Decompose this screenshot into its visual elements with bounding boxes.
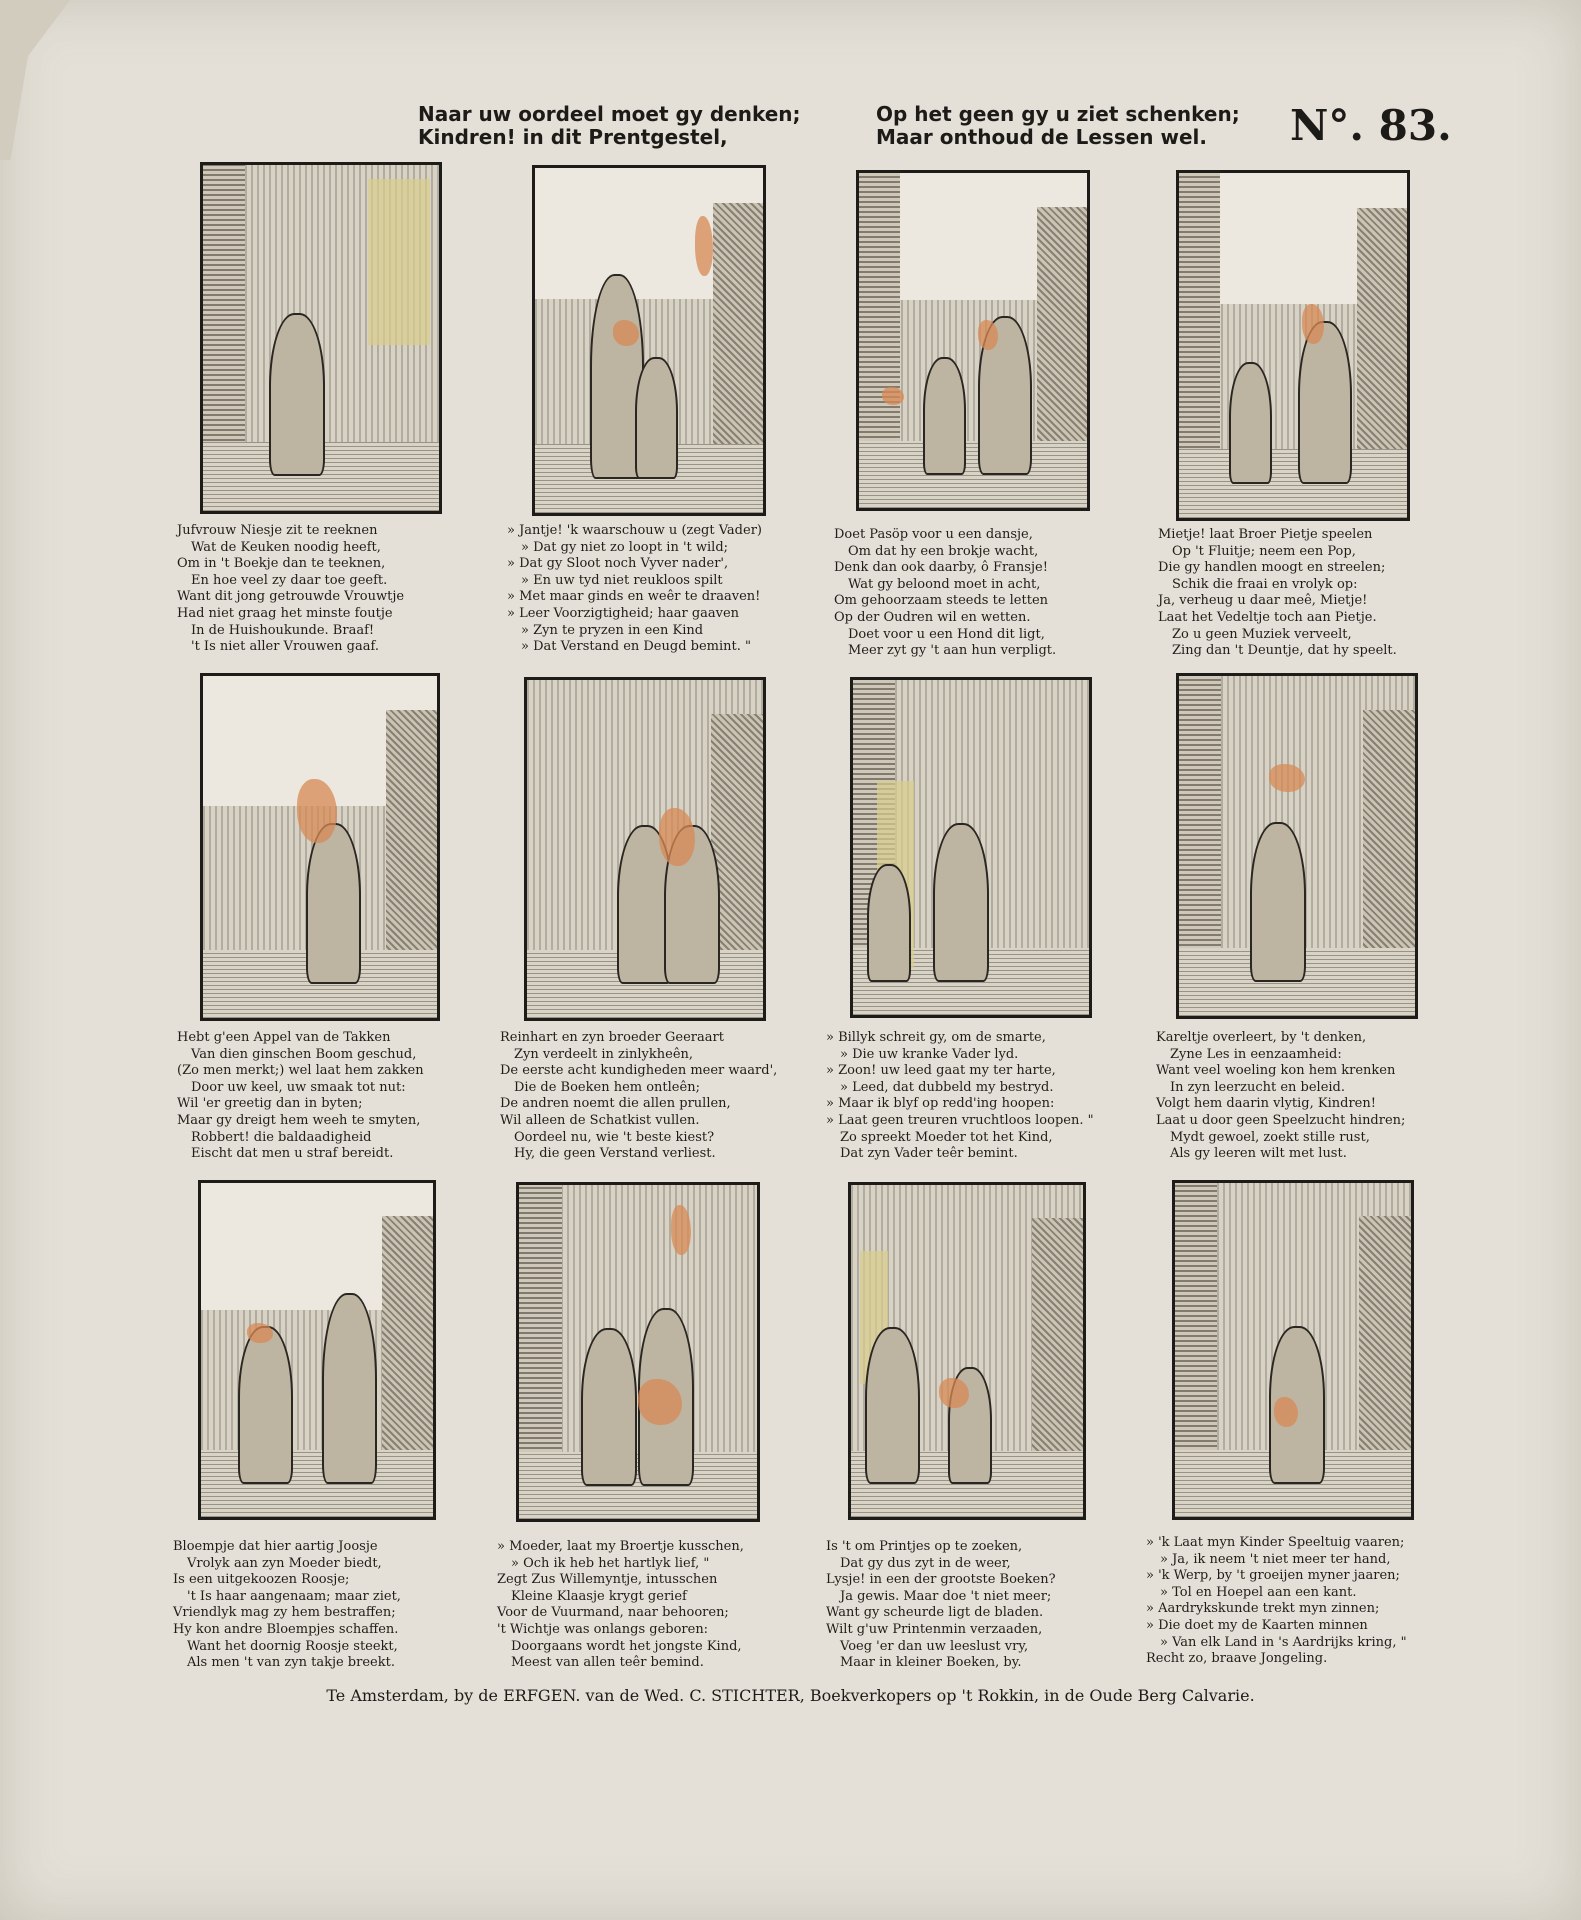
verse-line: Had niet graag het minste foutje — [177, 605, 393, 621]
verse-line: Reinhart en zyn broeder Geeraart — [500, 1030, 724, 1045]
verse-line: Wat de Keuken noodig heeft, — [191, 539, 381, 555]
woodcut-11 — [848, 1182, 1086, 1520]
verse-line: Laat het Vedeltje toch aan Pietje. — [1158, 609, 1377, 625]
verse-line: » Tol en Hoepel aan een kant. — [1160, 1584, 1357, 1600]
verse-line: Laat u door geen Speelzucht hindren; — [1156, 1112, 1406, 1128]
verse-line: 't Wichtje was onlangs geboren: — [497, 1621, 709, 1637]
verse-5 — [177, 1030, 424, 1163]
verse-line: Ja gewis. Maar doe 't niet meer; — [840, 1588, 1052, 1604]
verse-line: Want veel woeling kon hem krenken — [1156, 1063, 1396, 1079]
verse-line: Maar gy dreigt hem weeh te smyten, — [177, 1112, 421, 1128]
verse-line: Want dit jong getrouwde Vrouwtje — [177, 589, 405, 605]
verse-line: Zo u geen Muziek verveelt, — [1172, 626, 1352, 642]
verse-line: » Leed, dat dubbeld my bestryd. — [840, 1079, 1054, 1095]
verse-10 — [497, 1539, 744, 1672]
verse-line: Doet voor u een Hond dit ligt, — [848, 626, 1045, 642]
verse-line: » Van elk Land in 's Aardrijks kring, " — [1160, 1634, 1407, 1650]
verse-line: Kleine Klaasje krygt gerief — [511, 1588, 687, 1604]
verse-line: Jufvrouw Niesje zit te reeknen — [177, 523, 378, 538]
verse-11 — [826, 1539, 1056, 1672]
verse-2 — [507, 523, 762, 656]
verse-line: » Dat gy niet zo loopt in 't wild; — [521, 539, 729, 555]
verse-line: Want gy scheurde ligt de bladen. — [826, 1605, 1044, 1621]
verse-line: Om in 't Boekje dan te teeknen, — [177, 556, 386, 572]
verse-line: Doet Pasöp voor u een dansje, — [834, 527, 1033, 542]
verse-7 — [826, 1030, 1094, 1163]
verse-line: Om dat hy een brokje wacht, — [848, 543, 1039, 559]
verse-line: » Jantje! 'k waarschouw u (zegt Vader) — [507, 523, 762, 538]
verse-line: Ja, verheug u daar meê, Mietje! — [1158, 593, 1368, 609]
verse-line: Als men 't van zyn takje breekt. — [187, 1655, 395, 1671]
verse-line: De andren noemt die allen prullen, — [500, 1096, 731, 1112]
verse-line: » Maar ik blyf op redd'ing hoopen: — [826, 1096, 1055, 1112]
verse-line: Is 't om Printjes op te zoeken, — [826, 1539, 1023, 1554]
verse-line: Dat zyn Vader teêr bemint. — [840, 1146, 1018, 1162]
verse-8 — [1156, 1030, 1405, 1163]
header-right-verse — [876, 103, 1240, 149]
verse-line: » Zoon! uw leed gaat my ter harte, — [826, 1063, 1056, 1079]
verse-line: Zegt Zus Willemyntje, intusschen — [497, 1572, 718, 1588]
verse-line: Voeg 'er dan uw leeslust vry, — [840, 1638, 1029, 1654]
verse-line: Vrolyk aan zyn Moeder biedt, — [187, 1555, 382, 1571]
verse-line: Op 't Fluitje; neem een Pop, — [1172, 543, 1356, 559]
verse-line: » Aardrykskunde trekt myn zinnen; — [1146, 1601, 1380, 1617]
verse-line: Zing dan 't Deuntje, dat hy speelt. — [1172, 643, 1397, 659]
verse-line: Mietje! laat Broer Pietje speelen — [1158, 527, 1373, 542]
verse-line: » Zyn te pryzen in een Kind — [521, 622, 704, 638]
header-right-line-2: Maar onthoud de Lessen wel. — [876, 125, 1207, 149]
header-left-line-1: Naar uw oordeel moet gy denken; — [418, 102, 801, 126]
verse-line: » Och ik heb het hartlyk lief, " — [511, 1555, 710, 1571]
verse-line: Die de Boeken hem ontleên; — [514, 1079, 700, 1095]
verse-line: Als gy leeren wilt met lust. — [1170, 1146, 1347, 1162]
verse-line: » Laat geen treuren vruchtloos loopen. " — [826, 1112, 1094, 1128]
verse-line: Mydt gewoel, zoekt stille rust, — [1170, 1129, 1370, 1145]
verse-3 — [834, 527, 1056, 660]
woodcut-1 — [200, 162, 442, 514]
verse-9 — [173, 1539, 401, 1672]
verse-line: (Zo men merkt;) wel laat hem zakken — [177, 1063, 424, 1079]
verse-line: » Dat gy Sloot noch Vyver nader', — [507, 556, 729, 572]
verse-line: » Leer Voorzigtigheid; haar gaaven — [507, 605, 740, 621]
verse-line: Is een uitgekoozen Roosje; — [173, 1572, 350, 1588]
verse-line: » Dat Verstand en Deugd bemint. " — [521, 639, 751, 655]
verse-12 — [1146, 1535, 1407, 1668]
verse-line: Eischt dat men u straf bereidt. — [191, 1146, 394, 1162]
verse-line: Bloempje dat hier aartig Joosje — [173, 1539, 378, 1554]
header-left-verse — [418, 103, 801, 149]
verse-1 — [177, 523, 404, 656]
woodcut-9 — [198, 1180, 436, 1520]
verse-line: Zyn verdeelt in zinlykheên, — [514, 1046, 694, 1062]
verse-line: Meer zyt gy 't aan hun verpligt. — [848, 643, 1057, 659]
header-right-line-1: Op het geen gy u ziet schenken; — [876, 102, 1240, 126]
verse-line: 't Is haar aangenaam; maar ziet, — [187, 1588, 401, 1604]
verse-line: In zyn leerzucht en beleid. — [1170, 1079, 1346, 1095]
woodcut-5 — [200, 673, 440, 1021]
verse-line: Lysje! in een der grootste Boeken? — [826, 1572, 1056, 1588]
sheet-number: N°. 83. — [1290, 101, 1452, 150]
verse-line: Door uw keel, uw smaak tot nut: — [191, 1079, 406, 1095]
verse-line: Voor de Vuurmand, naar behooren; — [497, 1605, 729, 1621]
header — [0, 95, 1581, 165]
verse-line: Wilt g'uw Printenmin verzaaden, — [826, 1621, 1043, 1637]
verse-line: » Ja, ik neem 't niet meer ter hand, — [1160, 1551, 1391, 1567]
verse-6 — [500, 1030, 777, 1163]
verse-line: En hoe veel zy daar toe geeft. — [191, 572, 388, 588]
verse-line: Zyne Les in eenzaamheid: — [1170, 1046, 1342, 1062]
woodcut-4 — [1176, 170, 1410, 521]
verse-line: Maar in kleiner Boeken, by. — [840, 1655, 1022, 1671]
verse-line: » 'k Werp, by 't groeijen myner jaaren; — [1146, 1568, 1400, 1584]
verse-line: Volgt hem daarin vlytig, Kindren! — [1156, 1096, 1376, 1112]
verse-line: De eerste acht kundigheden meer waard', — [500, 1063, 778, 1079]
verse-line: Hy, die geen Verstand verliest. — [514, 1146, 716, 1162]
header-left-line-2: Kindren! in dit Prentgestel, — [418, 125, 728, 149]
verse-4 — [1158, 527, 1397, 660]
verse-line: In de Huishoukunde. Braaf! — [191, 622, 375, 638]
verse-line: Om gehoorzaam steeds te letten — [834, 593, 1049, 609]
verse-line: Op der Oudren wil en wetten. — [834, 609, 1031, 625]
verse-line: Van dien ginschen Boom geschud, — [191, 1046, 417, 1062]
verse-line: Recht zo, braave Jongeling. — [1146, 1651, 1328, 1667]
verse-line: Want het doornig Roosje steekt, — [187, 1638, 398, 1654]
woodcut-3 — [856, 170, 1090, 511]
woodcut-12 — [1172, 1180, 1414, 1520]
verse-line: Wil alleen de Schatkist vullen. — [500, 1112, 700, 1128]
imprint-footer: Te Amsterdam, by de ERFGEN. van de Wed. C. STICHTER, Boekverkopers op 't Rokkin, in de Oude Berg Calvarie. — [326, 1686, 1255, 1705]
verse-line: Denk dan ook daarby, ô Fransje! — [834, 560, 1048, 576]
verse-line: Robbert! die baldaadigheid — [191, 1129, 372, 1145]
verse-line: Wil 'er greetig dan in byten; — [177, 1096, 363, 1112]
woodcut-10 — [516, 1182, 760, 1522]
verse-line: Kareltje overleert, by 't denken, — [1156, 1030, 1367, 1045]
woodcut-8 — [1176, 673, 1418, 1019]
verse-line: Die gy handlen moogt en streelen; — [1158, 560, 1386, 576]
verse-line: Oordeel nu, wie 't beste kiest? — [514, 1129, 715, 1145]
verse-line: Hy kon andre Bloempjes schaffen. — [173, 1621, 399, 1637]
verse-line: » En uw tyd niet reukloos spilt — [521, 572, 723, 588]
woodcut-7 — [850, 677, 1092, 1018]
verse-line: 't Is niet aller Vrouwen gaaf. — [191, 639, 379, 655]
verse-line: » Met maar ginds en weêr te draaven! — [507, 589, 761, 605]
verse-line: Schik die fraai en vrolyk op: — [1172, 576, 1358, 592]
verse-line: Vriendlyk mag zy hem bestraffen; — [173, 1605, 396, 1621]
verse-line: » Die uw kranke Vader lyd. — [840, 1046, 1019, 1062]
woodcut-2 — [532, 165, 766, 516]
verse-line: Hebt g'een Appel van de Takken — [177, 1030, 391, 1045]
verse-line: Zo spreekt Moeder tot het Kind, — [840, 1129, 1053, 1145]
woodcut-6 — [524, 677, 766, 1021]
verse-line: Meest van allen teêr bemind. — [511, 1655, 704, 1671]
verse-line: » Die doet my de Kaarten minnen — [1146, 1617, 1368, 1633]
verse-line: » Billyk schreit gy, om de smarte, — [826, 1030, 1046, 1045]
verse-line: » 'k Laat myn Kinder Speeltuig vaaren; — [1146, 1535, 1405, 1550]
verse-line: Wat gy beloond moet in acht, — [848, 576, 1041, 592]
verse-line: » Moeder, laat my Broertje kusschen, — [497, 1539, 744, 1554]
verse-line: Doorgaans wordt het jongste Kind, — [511, 1638, 742, 1654]
verse-line: Dat gy dus zyt in de weer, — [840, 1555, 1011, 1571]
